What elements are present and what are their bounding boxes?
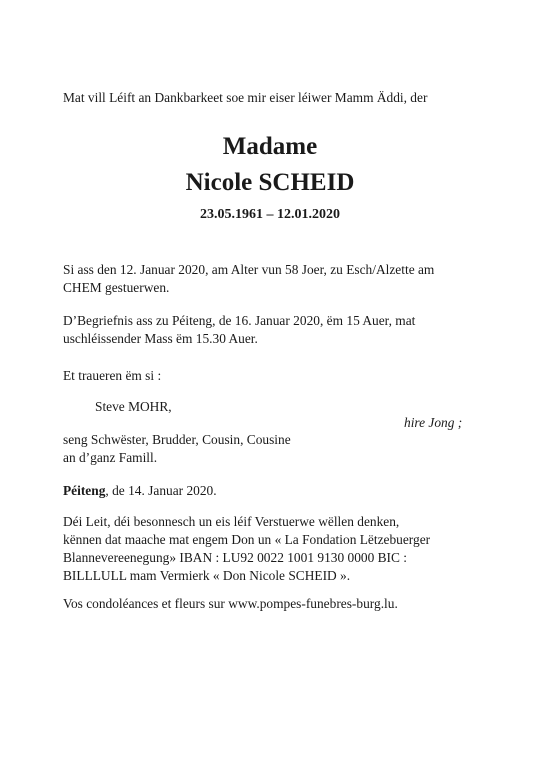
place-date [63, 482, 217, 500]
condolences-text: Vos condoléances et fleurs sur www.pompes-funebres-burg.lu. [63, 596, 398, 611]
place-name: Péiteng [63, 483, 106, 498]
mourner-relation: hire Jong ; [404, 415, 463, 430]
deceased-name: Nicole SCHEID [185, 169, 355, 196]
donation-line: Déi Leit, déi besonnesch un eis léif Verstuerwe wëllen denken, [63, 514, 400, 529]
life-dates: 23.05.1961 – 12.01.2020 [200, 207, 340, 222]
funeral-notice [63, 312, 415, 348]
donation-line: Blannevereenegung» IBAN : LU92 0022 1001 9130 0000 BIC : [63, 550, 408, 565]
intro-text: Mat vill Léift an Dankbarkeet soe mir eiser léiwer Mamm Äddi, der [63, 90, 428, 105]
family-line: seng Schwëster, Brudder, Cousin, Cousine [63, 432, 291, 447]
death-notice-line: Si ass den 12. Januar 2020, am Alter vun 58 Joer, zu Esch/Alzette am [63, 262, 435, 277]
funeral-notice-line: uschléissender Mass ëm 15.30 Auer. [63, 331, 258, 346]
funeral-notice-line: D’Begriefnis ass zu Péiteng, de 16. Januar 2020, ëm 15 Auer, mat [63, 313, 416, 328]
family-list [63, 431, 291, 467]
donation-line: kënnen dat maache mat engem Don un « La Fondation Lëtzebuerger [63, 532, 431, 547]
death-notice [63, 261, 434, 297]
donation-line: BILLLULL mam Vermierk « Don Nicole SCHEID ». [63, 568, 351, 583]
date-text: , de 14. Januar 2020. [105, 483, 217, 498]
donation-notice [63, 513, 430, 585]
mourner-name: Steve MOHR, [95, 399, 172, 414]
title-honorific: Madame [222, 133, 318, 160]
death-notice-line: CHEM gestuerwen. [63, 280, 170, 295]
mourners-label: Et traueren ëm si : [63, 368, 162, 383]
family-line: an d’ganz Famill. [63, 450, 158, 465]
